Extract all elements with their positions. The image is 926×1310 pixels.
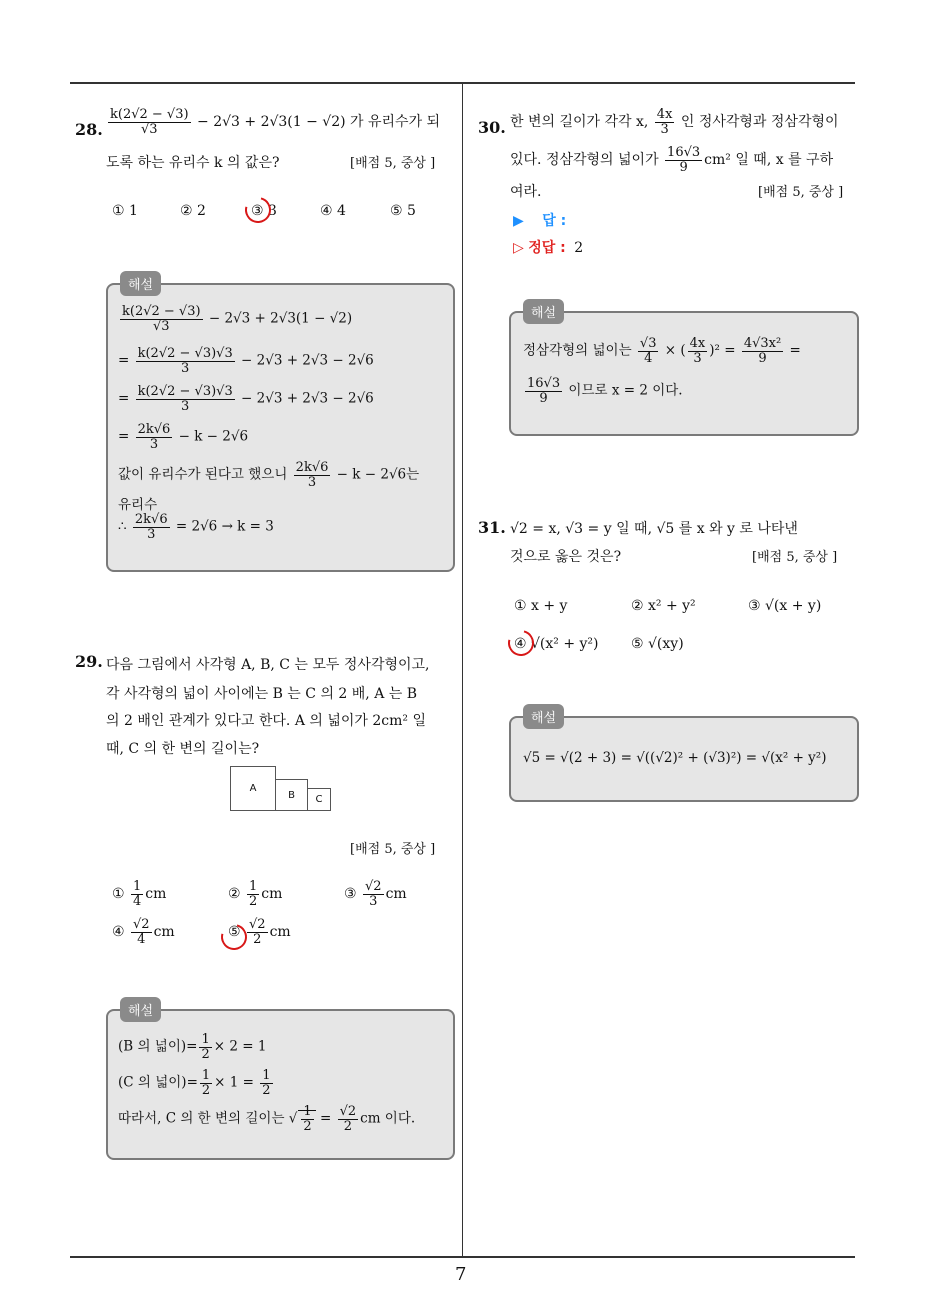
answer-label: 답 : <box>542 213 567 229</box>
q28-solution-box <box>106 278 455 572</box>
q29-choice-5[interactable]: ⑤ $\frac{√2}{2}$ cm <box>228 917 291 947</box>
q29-choice-4[interactable]: ④ $\frac{√2}{4}$ cm <box>112 917 175 947</box>
sol28-line3: = $\frac{k(2√2 - √3)√3}{3}$ − 2√3 + 2√3 − 2√6 <box>118 384 374 414</box>
question-29-number: 29. <box>75 652 103 671</box>
question-28-meta: [배점 5, 중상 ] <box>350 156 436 171</box>
answer-mark-circle <box>503 625 539 661</box>
square-a: A <box>230 766 276 811</box>
question-29-line2: 각 사각형의 넓이 사이에는 B 는 C 의 2 배, A 는 B <box>106 686 418 702</box>
page-number: 7 <box>455 1264 467 1285</box>
sol29-line3: 따라서, C 의 한 변의 길이는 √ $\frac{1}{2}$ = $\frac{√2}{2}$ cm 이다. <box>118 1104 416 1134</box>
question-28-number: 28. <box>75 120 103 139</box>
question-31-meta: [배점 5, 중상 ] <box>752 550 838 565</box>
q28-choice-1[interactable]: ① 1 <box>112 203 138 219</box>
solution-tag: 해설 <box>523 299 564 324</box>
question-29-line1: 다음 그림에서 사각형 A, B, C 는 모두 정사각형이고, <box>106 657 430 673</box>
answer-arrow-icon: ▶ <box>513 213 524 229</box>
answer-mark-circle <box>240 192 276 228</box>
sol28-line5: 값이 유리수가 된다고 했으니 $\frac{2k√6}{3}$ − k − 2√6는 <box>118 460 420 490</box>
question-29-line4: 때, C 의 한 변의 길이는? <box>106 741 260 757</box>
correct-arrow-icon: ▷ <box>513 240 524 256</box>
q28-choice-4[interactable]: ④ 4 <box>320 203 346 219</box>
question-31-line1: √2 = x, √3 = y 일 때, √5 를 x 와 y 로 나타낸 <box>510 521 798 537</box>
answer-row <box>513 210 566 230</box>
correct-answer-label: 정답 : <box>528 240 566 256</box>
q31-choice-4[interactable]: ④ √(x² + y²) <box>514 636 599 652</box>
sol30-line1: 정삼각형의 넓이는 $\frac{√3}{4}$ × ( $\frac{4x}{3}$ )² = $\frac{\text{4√3x²}}{9}$ = <box>523 336 801 366</box>
question-29-meta: [배점 5, 중상 ] <box>350 842 436 857</box>
bottom-rule <box>70 1256 855 1258</box>
square-b: B <box>275 779 308 811</box>
sol28-line7: ∴ $\frac{2k√6}{3}$ = 2√6 → k = 3 <box>118 512 274 542</box>
solution-tag: 해설 <box>120 997 161 1022</box>
q29-choice-2[interactable]: ② $\frac{1}{2}$ cm <box>228 879 283 909</box>
sol29-line2: (C 의 넓이)= $\frac{1}{2}$ × 1 = $\frac{1}{2}$ <box>118 1068 271 1098</box>
q29-choice-1[interactable]: ① $\frac{1}{4}$ cm <box>112 879 167 909</box>
q28-expr-tail: − 2√3 + 2√3(1 − √2) 가 유리수가 되 <box>197 114 441 131</box>
q31-choice-1[interactable]: ① x + y <box>514 598 568 614</box>
question-31-line2: 것으로 옳은 것은? <box>510 549 622 565</box>
question-30-line3: 여라. <box>510 184 542 200</box>
sol29-line1: (B 의 넓이)= $\frac{1}{2}$ × 2 = 1 <box>118 1032 267 1062</box>
question-30-number: 30. <box>478 118 506 137</box>
correct-answer-row <box>513 237 583 257</box>
q31-solution-box <box>509 711 859 802</box>
square-c: C <box>307 788 331 811</box>
question-28-line1 <box>106 108 440 136</box>
q31-choice-2[interactable]: ② x² + y² <box>631 598 696 614</box>
question-31-number: 31. <box>478 518 506 537</box>
q31-choice-3[interactable]: ③ √(x + y) <box>748 598 822 614</box>
question-30-line1: 한 변의 길이가 각각 x, $\frac{4x}{3}$ 인 정사각형과 정삼각형이 <box>510 107 839 137</box>
question-30-meta: [배점 5, 중상 ] <box>758 185 844 200</box>
question-29-line3: 의 2 배인 관계가 있다고 한다. A 의 넓이가 2cm² 일 <box>106 713 426 729</box>
q29-choice-3[interactable]: ③ $\frac{√2}{3}$ cm <box>344 879 407 909</box>
q28-choice-3[interactable]: ③ 3 <box>251 203 277 219</box>
q28-choice-5[interactable]: ⑤ 5 <box>390 203 416 219</box>
sol28-line1: $\frac{k(2√2 - √3)}{√3}$ − 2√3 + 2√3(1 − √2) <box>122 304 353 334</box>
q28-choice-2[interactable]: ② 2 <box>180 203 206 219</box>
column-divider <box>462 82 463 1257</box>
q29-solution-box <box>106 1004 455 1160</box>
question-28-line2: 도록 하는 유리수 k 의 값은? <box>106 155 280 171</box>
q30-solution-box <box>509 306 859 436</box>
sol28-line2: = $\frac{k(2√2 - √3)√3}{3}$ − 2√3 + 2√3 − 2√6 <box>118 346 374 376</box>
q28-fraction: $\frac{k(2√2 - √3)}{√3}$ <box>110 107 189 137</box>
solution-tag: 해설 <box>523 704 564 729</box>
q31-choice-5[interactable]: ⑤ √(xy) <box>631 636 684 652</box>
sol30-line2: $\frac{16√3}{9}$ 이므로 x = 2 이다. <box>527 376 683 406</box>
question-30-line2: 있다. 정삼각형의 넓이가 $\frac{16√3}{9}$ cm² 일 때, x 를 구하 <box>510 145 834 175</box>
sol31-line1: √5 = √(2 + 3) = √((√2)² + (√3)²) = √(x² + y²) <box>523 750 827 766</box>
correct-answer-value: 2 <box>574 240 584 256</box>
sol28-line6: 유리수 <box>118 497 158 513</box>
solution-tag: 해설 <box>120 271 161 296</box>
sol28-line4: = $\frac{2k√6}{3}$ − k − 2√6 <box>118 422 249 452</box>
